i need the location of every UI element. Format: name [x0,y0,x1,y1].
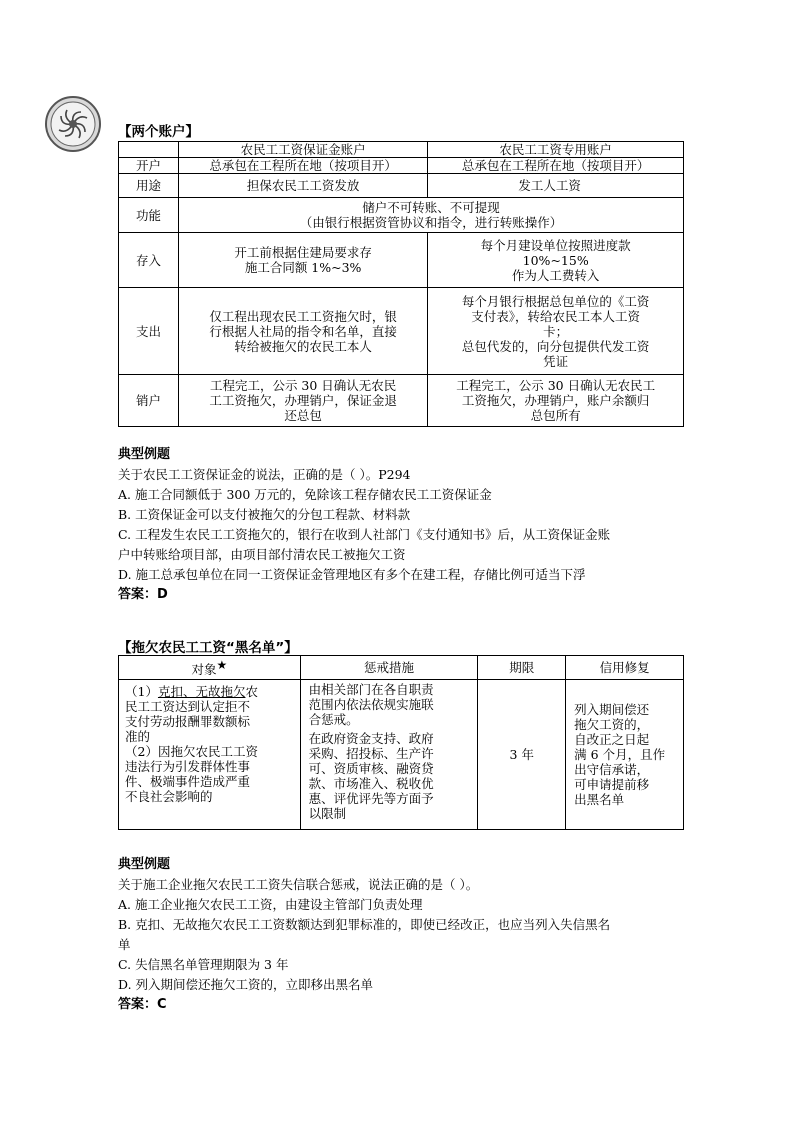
option-d: D. 列入期间偿还拖欠工资的，立即移出黑名单 [118,977,374,992]
cell-line: （由银行根据资管协议和指令，进行转账操作） [299,215,563,230]
cell-line: 总包代发的，向分包提供代发工资 [461,338,650,354]
cell-line: 采购、招投标、生产许 [308,746,434,761]
item-text: 农 [245,684,258,699]
table-cell: 总承包在工程所在地（按项目开） [178,158,427,174]
object-cell [119,680,301,830]
cell-line: 出守信承诺， [574,762,650,777]
cell-line: 民工工资达到认定拒不 [125,699,251,714]
table-cell [178,288,427,375]
cell-line: 以限制 [308,806,347,821]
header-cell: 农民工工资保证金账户 [178,142,427,158]
cell-line [125,684,294,699]
option-a: A. 施工企业拖欠农民工工资，由建设主管部门负责处理 [118,897,423,912]
answer: 答案：D [118,587,168,602]
table-row [119,375,684,427]
header-cell: 信用修复 [566,656,684,680]
two-accounts-table [118,141,684,427]
header-cell: 农民工工资专用账户 [428,142,684,158]
answer: 答案：C [118,997,167,1012]
row-label: 支出 [119,288,179,375]
table-cell: 总承包在工程所在地（按项目开） [428,158,684,174]
cell-line: 工资拖欠，办理销户，账户余额归 [461,393,650,408]
period-cell: 3 年 [478,680,566,830]
cell-line: 开工前根据住建局要求存 [234,245,372,260]
option-c-continued: 户中转账给项目部，由项目部付清农民工被拖欠工资 [118,547,406,562]
example-heading: 典型例题 [118,447,171,462]
cell-line: 可、资质审核、融资贷 [308,761,434,776]
table-cell [178,233,427,288]
cell-line: 合惩戒。 [308,712,359,727]
table-row [119,174,684,198]
cell-line: 惠、评优评先等方面予 [308,791,434,806]
cell-line: 工工资拖欠，办理销户，保证金退 [209,393,397,408]
header-cell [119,142,179,158]
cell-line: 款、市场准入、税收优 [308,776,434,791]
question-text: 关于农民工工资保证金的说法，正确的是（ ）。P294 [118,467,411,482]
cell-line: 转给被拖欠的农民工本人 [234,338,372,354]
table-row [119,233,684,288]
cell-line: 在政府资金支持、政府 [308,731,434,746]
header-cell: 惩戒措施 [300,656,478,680]
cell-line: 由相关部门在各自职责 [308,682,434,697]
option-d: D. 施工总承包单位在同一工资保证金管理地区有多个在建工程，存储比例可适当下浮 [118,567,586,582]
cell-line: 自改正之日起 [574,732,650,747]
table-cell: 担保农民工工资发放 [178,174,427,198]
row-label: 用途 [119,174,179,198]
section-title-blacklist: 【拖欠农民工工资“黑名单”】 [118,640,298,656]
cell-line: 储户不可转账、不可提现 [362,200,500,215]
example-block-2 [118,855,698,1015]
table-cell: 发工人工资 [428,174,684,198]
table-row [119,288,684,375]
option-c: C. 失信黑名单管理期限为 3 年 [118,957,289,972]
cell-line: 列入期间偿还 [574,702,650,717]
cell-line: 施工合同额 1%~3% [244,260,362,275]
repair-cell [566,680,684,830]
table-cell [178,375,427,427]
cell-line: （2）因拖欠农民工工资 [125,744,258,759]
option-b-continued: 单 [118,937,131,952]
option-b: B. 克扣、无故拖欠农民工工资数额达到犯罪标准的，即使已经改正，也应当列入失信黑名 [118,917,611,932]
row-label: 存入 [119,233,179,288]
option-c: C. 工程发生农民工工资拖欠的，银行在收到人社部门《支付通知书》后，从工资保证金账 [118,527,611,542]
cell-line: 支付表》，转给农民工本人工资 [471,308,641,324]
cell-line: 卡； [543,323,569,339]
spiral-emblem-icon [44,95,102,153]
cell-line: 每个月建设单位按照进度款 [480,237,631,253]
option-b: B. 工资保证金可以支付被拖欠的分包工程款、材料款 [118,507,411,522]
table-cell [428,288,684,375]
cell-line: 每个月银行根据总包单位的《工资 [461,293,650,309]
header-label: 对象 [191,662,217,678]
star-icon: ★ [216,657,228,672]
cell-line: 不良社会影响的 [125,789,213,804]
cell-line: 拖欠工资的， [574,717,650,732]
section-title-two-accounts: 【两个账户】 [118,124,199,140]
cell-line: 仅工程出现农民工工资拖欠时，银 [209,308,397,324]
cell-line: 满 6 个月，且作 [574,747,666,762]
cell-line: 准的 [125,729,151,744]
cell-line: 凭证 [543,353,569,369]
option-a: A. 施工合同额低于 300 万元的，免除该工程存储农民工工资保证金 [118,487,492,502]
header-cell: 期限 [478,656,566,680]
cell-line: 作为人工费转入 [511,267,600,283]
table-row [119,158,684,174]
cell-line: 10%~15% [522,252,589,268]
cell-line: 还总包 [284,408,322,423]
table-cell [428,375,684,427]
example-heading: 典型例题 [118,857,171,872]
row-label: 功能 [119,198,179,233]
table-row [119,198,684,233]
header-cell-object [119,656,301,680]
cell-line: 件、极端事件造成严重 [125,774,251,789]
question-text: 关于施工企业拖欠农民工工资失信联合惩戒，说法正确的是（ ）。 [118,877,479,892]
cell-line: 支付劳动报酬罪数额标 [125,714,251,729]
row-label: 销户 [119,375,179,427]
merged-cell [178,198,683,233]
row-label: 开户 [119,158,179,174]
cell-line: 行根据人社局的指令和名单，直接 [209,323,397,339]
example-block-1 [118,445,698,605]
cell-line: 违法行为引发群体性事 [125,759,251,774]
cell-line: 总包所有 [530,408,581,423]
table-row [119,680,684,830]
item-prefix: （1） [125,684,158,699]
cell-line: 出黑名单 [574,792,625,807]
table-header-row [119,656,684,680]
cell-line: 工程完工，公示 30 日确认无农民 [209,378,397,393]
measures-cell [300,680,478,830]
underlined-text: 克扣、无故拖欠 [157,684,246,699]
table-header-row [119,142,684,158]
table-cell [428,233,684,288]
cell-line: 工程完工，公示 30 日确认无农民工 [456,378,656,393]
cell-line: 范围内依法依规实施联 [308,697,434,712]
blacklist-table [118,655,684,830]
cell-line: 可申请提前移 [574,777,650,792]
